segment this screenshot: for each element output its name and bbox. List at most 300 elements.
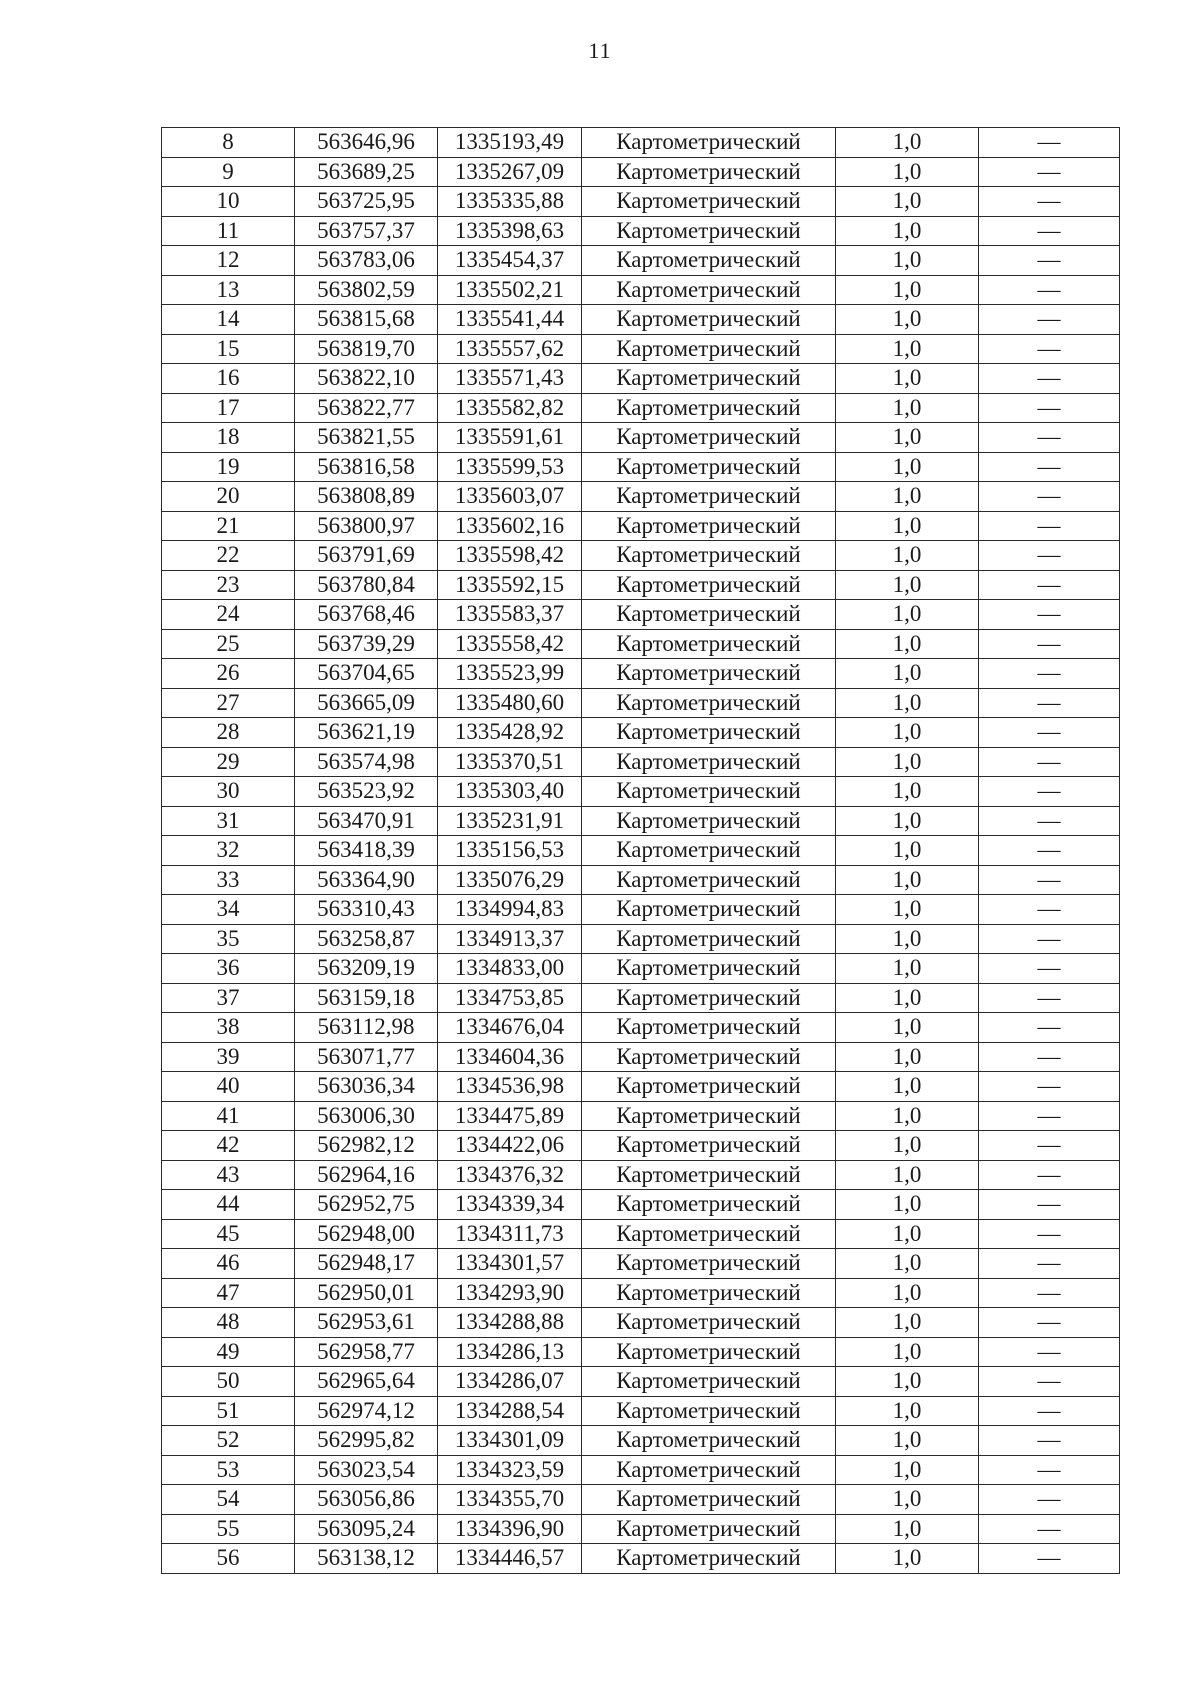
table-row [162, 1131, 1120, 1161]
y-coordinate-cell: 1335303,40 [438, 777, 582, 807]
point-number-cell: 30 [162, 777, 295, 807]
x-coordinate-cell: 563036,34 [295, 1072, 438, 1102]
precision-cell: 1,0 [836, 983, 979, 1013]
precision-cell: 1,0 [836, 275, 979, 305]
x-coordinate-cell: 563138,12 [295, 1544, 438, 1574]
y-coordinate-cell: 1334339,34 [438, 1190, 582, 1220]
formula-cell: — [979, 836, 1120, 866]
x-coordinate-cell: 563819,70 [295, 334, 438, 364]
method-cell: Картометрический [582, 865, 836, 895]
formula-cell: — [979, 541, 1120, 571]
point-number-cell: 14 [162, 305, 295, 335]
formula-cell: — [979, 452, 1120, 482]
formula-cell: — [979, 924, 1120, 954]
y-coordinate-cell: 1334288,54 [438, 1396, 582, 1426]
table-row [162, 895, 1120, 925]
x-coordinate-cell: 563418,39 [295, 836, 438, 866]
formula-cell: — [979, 806, 1120, 836]
method-cell: Картометрический [582, 1190, 836, 1220]
precision-cell: 1,0 [836, 806, 979, 836]
y-coordinate-cell: 1334913,37 [438, 924, 582, 954]
x-coordinate-cell: 563056,86 [295, 1485, 438, 1515]
point-number-cell: 29 [162, 747, 295, 777]
point-number-cell: 19 [162, 452, 295, 482]
x-coordinate-cell: 563704,65 [295, 659, 438, 689]
method-cell: Картометрический [582, 246, 836, 276]
y-coordinate-cell: 1334301,57 [438, 1249, 582, 1279]
precision-cell: 1,0 [836, 1485, 979, 1515]
x-coordinate-cell: 563523,92 [295, 777, 438, 807]
formula-cell: — [979, 1455, 1120, 1485]
x-coordinate-cell: 563802,59 [295, 275, 438, 305]
table-row [162, 570, 1120, 600]
precision-cell: 1,0 [836, 1219, 979, 1249]
precision-cell: 1,0 [836, 1190, 979, 1220]
method-cell: Картометрический [582, 1426, 836, 1456]
table-row [162, 393, 1120, 423]
formula-cell: — [979, 1367, 1120, 1397]
table-row [162, 334, 1120, 364]
point-number-cell: 31 [162, 806, 295, 836]
point-number-cell: 15 [162, 334, 295, 364]
y-coordinate-cell: 1334301,09 [438, 1426, 582, 1456]
y-coordinate-cell: 1335454,37 [438, 246, 582, 276]
y-coordinate-cell: 1334994,83 [438, 895, 582, 925]
table-row [162, 511, 1120, 541]
y-coordinate-cell: 1335231,91 [438, 806, 582, 836]
method-cell: Картометрический [582, 777, 836, 807]
precision-cell: 1,0 [836, 688, 979, 718]
method-cell: Картометрический [582, 600, 836, 630]
method-cell: Картометрический [582, 511, 836, 541]
y-coordinate-cell: 1334288,88 [438, 1308, 582, 1338]
x-coordinate-cell: 562950,01 [295, 1278, 438, 1308]
x-coordinate-cell: 562958,77 [295, 1337, 438, 1367]
table-row [162, 482, 1120, 512]
point-number-cell: 22 [162, 541, 295, 571]
formula-cell: — [979, 1544, 1120, 1574]
y-coordinate-cell: 1334293,90 [438, 1278, 582, 1308]
precision-cell: 1,0 [836, 1396, 979, 1426]
formula-cell: — [979, 1308, 1120, 1338]
precision-cell: 1,0 [836, 836, 979, 866]
method-cell: Картометрический [582, 1544, 836, 1574]
method-cell: Картометрический [582, 1013, 836, 1043]
y-coordinate-cell: 1335076,29 [438, 865, 582, 895]
point-number-cell: 8 [162, 128, 295, 158]
table-row [162, 1160, 1120, 1190]
precision-cell: 1,0 [836, 511, 979, 541]
table-row [162, 305, 1120, 335]
y-coordinate-cell: 1335480,60 [438, 688, 582, 718]
precision-cell: 1,0 [836, 777, 979, 807]
table-row [162, 659, 1120, 689]
precision-cell: 1,0 [836, 600, 979, 630]
precision-cell: 1,0 [836, 718, 979, 748]
method-cell: Картометрический [582, 1160, 836, 1190]
table-row [162, 423, 1120, 453]
formula-cell: — [979, 747, 1120, 777]
formula-cell: — [979, 1485, 1120, 1515]
x-coordinate-cell: 562995,82 [295, 1426, 438, 1456]
precision-cell: 1,0 [836, 570, 979, 600]
y-coordinate-cell: 1335428,92 [438, 718, 582, 748]
precision-cell: 1,0 [836, 452, 979, 482]
table-row [162, 1544, 1120, 1574]
x-coordinate-cell: 563621,19 [295, 718, 438, 748]
point-number-cell: 21 [162, 511, 295, 541]
point-number-cell: 20 [162, 482, 295, 512]
method-cell: Картометрический [582, 1072, 836, 1102]
point-number-cell: 43 [162, 1160, 295, 1190]
precision-cell: 1,0 [836, 1544, 979, 1574]
precision-cell: 1,0 [836, 393, 979, 423]
method-cell: Картометрический [582, 1396, 836, 1426]
x-coordinate-cell: 563821,55 [295, 423, 438, 453]
formula-cell: — [979, 275, 1120, 305]
x-coordinate-cell: 563665,09 [295, 688, 438, 718]
y-coordinate-cell: 1334446,57 [438, 1544, 582, 1574]
x-coordinate-cell: 562965,64 [295, 1367, 438, 1397]
point-number-cell: 32 [162, 836, 295, 866]
y-coordinate-cell: 1334604,36 [438, 1042, 582, 1072]
point-number-cell: 53 [162, 1455, 295, 1485]
y-coordinate-cell: 1334422,06 [438, 1131, 582, 1161]
table-row [162, 128, 1120, 158]
method-cell: Картометрический [582, 659, 836, 689]
method-cell: Картометрический [582, 1249, 836, 1279]
table-row [162, 1278, 1120, 1308]
precision-cell: 1,0 [836, 1514, 979, 1544]
table-row [162, 836, 1120, 866]
point-number-cell: 47 [162, 1278, 295, 1308]
precision-cell: 1,0 [836, 246, 979, 276]
table-row [162, 1367, 1120, 1397]
formula-cell: — [979, 600, 1120, 630]
table-row [162, 1455, 1120, 1485]
y-coordinate-cell: 1335592,15 [438, 570, 582, 600]
precision-cell: 1,0 [836, 895, 979, 925]
page-number: 11 [588, 38, 612, 63]
method-cell: Картометрический [582, 275, 836, 305]
table-row [162, 541, 1120, 571]
y-coordinate-cell: 1334286,13 [438, 1337, 582, 1367]
table-row [162, 1190, 1120, 1220]
point-number-cell: 24 [162, 600, 295, 630]
x-coordinate-cell: 562948,17 [295, 1249, 438, 1279]
table-row [162, 216, 1120, 246]
method-cell: Картометрический [582, 1278, 836, 1308]
point-number-cell: 10 [162, 187, 295, 217]
x-coordinate-cell: 563258,87 [295, 924, 438, 954]
precision-cell: 1,0 [836, 1042, 979, 1072]
table-row [162, 865, 1120, 895]
point-number-cell: 46 [162, 1249, 295, 1279]
method-cell: Картометрический [582, 334, 836, 364]
point-number-cell: 39 [162, 1042, 295, 1072]
table-row [162, 364, 1120, 394]
table-row [162, 1072, 1120, 1102]
method-cell: Картометрический [582, 1337, 836, 1367]
y-coordinate-cell: 1334536,98 [438, 1072, 582, 1102]
x-coordinate-cell: 563800,97 [295, 511, 438, 541]
point-number-cell: 17 [162, 393, 295, 423]
coordinates-table [161, 127, 1120, 1574]
y-coordinate-cell: 1335398,63 [438, 216, 582, 246]
table-row [162, 600, 1120, 630]
precision-cell: 1,0 [836, 1426, 979, 1456]
method-cell: Картометрический [582, 1308, 836, 1338]
formula-cell: — [979, 511, 1120, 541]
y-coordinate-cell: 1334676,04 [438, 1013, 582, 1043]
precision-cell: 1,0 [836, 1131, 979, 1161]
table-row [162, 688, 1120, 718]
method-cell: Картометрический [582, 806, 836, 836]
point-number-cell: 18 [162, 423, 295, 453]
precision-cell: 1,0 [836, 423, 979, 453]
formula-cell: — [979, 659, 1120, 689]
formula-cell: — [979, 364, 1120, 394]
y-coordinate-cell: 1335591,61 [438, 423, 582, 453]
precision-cell: 1,0 [836, 747, 979, 777]
formula-cell: — [979, 895, 1120, 925]
precision-cell: 1,0 [836, 1249, 979, 1279]
formula-cell: — [979, 1249, 1120, 1279]
point-number-cell: 12 [162, 246, 295, 276]
y-coordinate-cell: 1335558,42 [438, 629, 582, 659]
table-row [162, 1337, 1120, 1367]
table-row [162, 1308, 1120, 1338]
precision-cell: 1,0 [836, 1160, 979, 1190]
point-number-cell: 35 [162, 924, 295, 954]
x-coordinate-cell: 563023,54 [295, 1455, 438, 1485]
y-coordinate-cell: 1335267,09 [438, 157, 582, 187]
precision-cell: 1,0 [836, 216, 979, 246]
method-cell: Картометрический [582, 1455, 836, 1485]
precision-cell: 1,0 [836, 1278, 979, 1308]
table-row [162, 747, 1120, 777]
x-coordinate-cell: 563822,10 [295, 364, 438, 394]
table-row [162, 629, 1120, 659]
formula-cell: — [979, 865, 1120, 895]
formula-cell: — [979, 1072, 1120, 1102]
formula-cell: — [979, 423, 1120, 453]
formula-cell: — [979, 1426, 1120, 1456]
formula-cell: — [979, 570, 1120, 600]
table-row [162, 1485, 1120, 1515]
x-coordinate-cell: 563757,37 [295, 216, 438, 246]
precision-cell: 1,0 [836, 1101, 979, 1131]
method-cell: Картометрический [582, 128, 836, 158]
formula-cell: — [979, 1101, 1120, 1131]
point-number-cell: 25 [162, 629, 295, 659]
x-coordinate-cell: 563112,98 [295, 1013, 438, 1043]
x-coordinate-cell: 563739,29 [295, 629, 438, 659]
x-coordinate-cell: 562953,61 [295, 1308, 438, 1338]
method-cell: Картометрический [582, 954, 836, 984]
method-cell: Картометрический [582, 305, 836, 335]
table-row [162, 1101, 1120, 1131]
y-coordinate-cell: 1335602,16 [438, 511, 582, 541]
formula-cell: — [979, 1219, 1120, 1249]
table-row [162, 777, 1120, 807]
formula-cell: — [979, 777, 1120, 807]
formula-cell: — [979, 954, 1120, 984]
formula-cell: — [979, 983, 1120, 1013]
method-cell: Картометрический [582, 364, 836, 394]
table-row [162, 246, 1120, 276]
table-row [162, 1396, 1120, 1426]
y-coordinate-cell: 1334753,85 [438, 983, 582, 1013]
precision-cell: 1,0 [836, 305, 979, 335]
y-coordinate-cell: 1334833,00 [438, 954, 582, 984]
formula-cell: — [979, 1013, 1120, 1043]
point-number-cell: 48 [162, 1308, 295, 1338]
formula-cell: — [979, 482, 1120, 512]
table-row [162, 1514, 1120, 1544]
point-number-cell: 37 [162, 983, 295, 1013]
method-cell: Картометрический [582, 1367, 836, 1397]
x-coordinate-cell: 563574,98 [295, 747, 438, 777]
x-coordinate-cell: 563310,43 [295, 895, 438, 925]
y-coordinate-cell: 1335583,37 [438, 600, 582, 630]
y-coordinate-cell: 1334286,07 [438, 1367, 582, 1397]
method-cell: Картометрический [582, 1514, 836, 1544]
table-row [162, 452, 1120, 482]
point-number-cell: 28 [162, 718, 295, 748]
y-coordinate-cell: 1335571,43 [438, 364, 582, 394]
table-row [162, 157, 1120, 187]
x-coordinate-cell: 562948,00 [295, 1219, 438, 1249]
point-number-cell: 52 [162, 1426, 295, 1456]
y-coordinate-cell: 1335335,88 [438, 187, 582, 217]
table-row [162, 983, 1120, 1013]
x-coordinate-cell: 562982,12 [295, 1131, 438, 1161]
x-coordinate-cell: 563159,18 [295, 983, 438, 1013]
x-coordinate-cell: 563815,68 [295, 305, 438, 335]
point-number-cell: 13 [162, 275, 295, 305]
formula-cell: — [979, 128, 1120, 158]
formula-cell: — [979, 688, 1120, 718]
y-coordinate-cell: 1334396,90 [438, 1514, 582, 1544]
method-cell: Картометрический [582, 747, 836, 777]
formula-cell: — [979, 334, 1120, 364]
formula-cell: — [979, 1514, 1120, 1544]
point-number-cell: 55 [162, 1514, 295, 1544]
precision-cell: 1,0 [836, 865, 979, 895]
x-coordinate-cell: 563364,90 [295, 865, 438, 895]
point-number-cell: 16 [162, 364, 295, 394]
point-number-cell: 45 [162, 1219, 295, 1249]
x-coordinate-cell: 563780,84 [295, 570, 438, 600]
formula-cell: — [979, 305, 1120, 335]
precision-cell: 1,0 [836, 482, 979, 512]
method-cell: Картометрический [582, 688, 836, 718]
method-cell: Картометрический [582, 187, 836, 217]
precision-cell: 1,0 [836, 1455, 979, 1485]
method-cell: Картометрический [582, 1219, 836, 1249]
formula-cell: — [979, 393, 1120, 423]
point-number-cell: 11 [162, 216, 295, 246]
x-coordinate-cell: 563822,77 [295, 393, 438, 423]
method-cell: Картометрический [582, 216, 836, 246]
point-number-cell: 23 [162, 570, 295, 600]
y-coordinate-cell: 1334323,59 [438, 1455, 582, 1485]
point-number-cell: 38 [162, 1013, 295, 1043]
formula-cell: — [979, 1042, 1120, 1072]
table-row [162, 1013, 1120, 1043]
formula-cell: — [979, 216, 1120, 246]
y-coordinate-cell: 1335598,42 [438, 541, 582, 571]
x-coordinate-cell: 563791,69 [295, 541, 438, 571]
precision-cell: 1,0 [836, 629, 979, 659]
method-cell: Картометрический [582, 482, 836, 512]
y-coordinate-cell: 1335502,21 [438, 275, 582, 305]
precision-cell: 1,0 [836, 541, 979, 571]
formula-cell: — [979, 1131, 1120, 1161]
table-row [162, 1249, 1120, 1279]
method-cell: Картометрический [582, 983, 836, 1013]
point-number-cell: 33 [162, 865, 295, 895]
point-number-cell: 36 [162, 954, 295, 984]
x-coordinate-cell: 563209,19 [295, 954, 438, 984]
method-cell: Картометрический [582, 836, 836, 866]
method-cell: Картометрический [582, 1131, 836, 1161]
precision-cell: 1,0 [836, 954, 979, 984]
method-cell: Картометрический [582, 1485, 836, 1515]
y-coordinate-cell: 1334311,73 [438, 1219, 582, 1249]
table-row [162, 1219, 1120, 1249]
method-cell: Картометрический [582, 423, 836, 453]
method-cell: Картометрический [582, 895, 836, 925]
point-number-cell: 34 [162, 895, 295, 925]
formula-cell: — [979, 246, 1120, 276]
method-cell: Картометрический [582, 1042, 836, 1072]
precision-cell: 1,0 [836, 1013, 979, 1043]
y-coordinate-cell: 1334475,89 [438, 1101, 582, 1131]
point-number-cell: 42 [162, 1131, 295, 1161]
formula-cell: — [979, 157, 1120, 187]
point-number-cell: 44 [162, 1190, 295, 1220]
precision-cell: 1,0 [836, 157, 979, 187]
point-number-cell: 26 [162, 659, 295, 689]
y-coordinate-cell: 1335582,82 [438, 393, 582, 423]
table-row [162, 954, 1120, 984]
point-number-cell: 27 [162, 688, 295, 718]
y-coordinate-cell: 1334376,32 [438, 1160, 582, 1190]
formula-cell: — [979, 1337, 1120, 1367]
x-coordinate-cell: 563768,46 [295, 600, 438, 630]
table-row [162, 1042, 1120, 1072]
precision-cell: 1,0 [836, 1308, 979, 1338]
x-coordinate-cell: 563071,77 [295, 1042, 438, 1072]
precision-cell: 1,0 [836, 659, 979, 689]
method-cell: Картометрический [582, 924, 836, 954]
point-number-cell: 40 [162, 1072, 295, 1102]
y-coordinate-cell: 1334355,70 [438, 1485, 582, 1515]
method-cell: Картометрический [582, 629, 836, 659]
method-cell: Картометрический [582, 452, 836, 482]
y-coordinate-cell: 1335557,62 [438, 334, 582, 364]
table-row [162, 806, 1120, 836]
method-cell: Картометрический [582, 1101, 836, 1131]
precision-cell: 1,0 [836, 1367, 979, 1397]
x-coordinate-cell: 562974,12 [295, 1396, 438, 1426]
x-coordinate-cell: 563646,96 [295, 128, 438, 158]
point-number-cell: 50 [162, 1367, 295, 1397]
x-coordinate-cell: 562964,16 [295, 1160, 438, 1190]
point-number-cell: 56 [162, 1544, 295, 1574]
